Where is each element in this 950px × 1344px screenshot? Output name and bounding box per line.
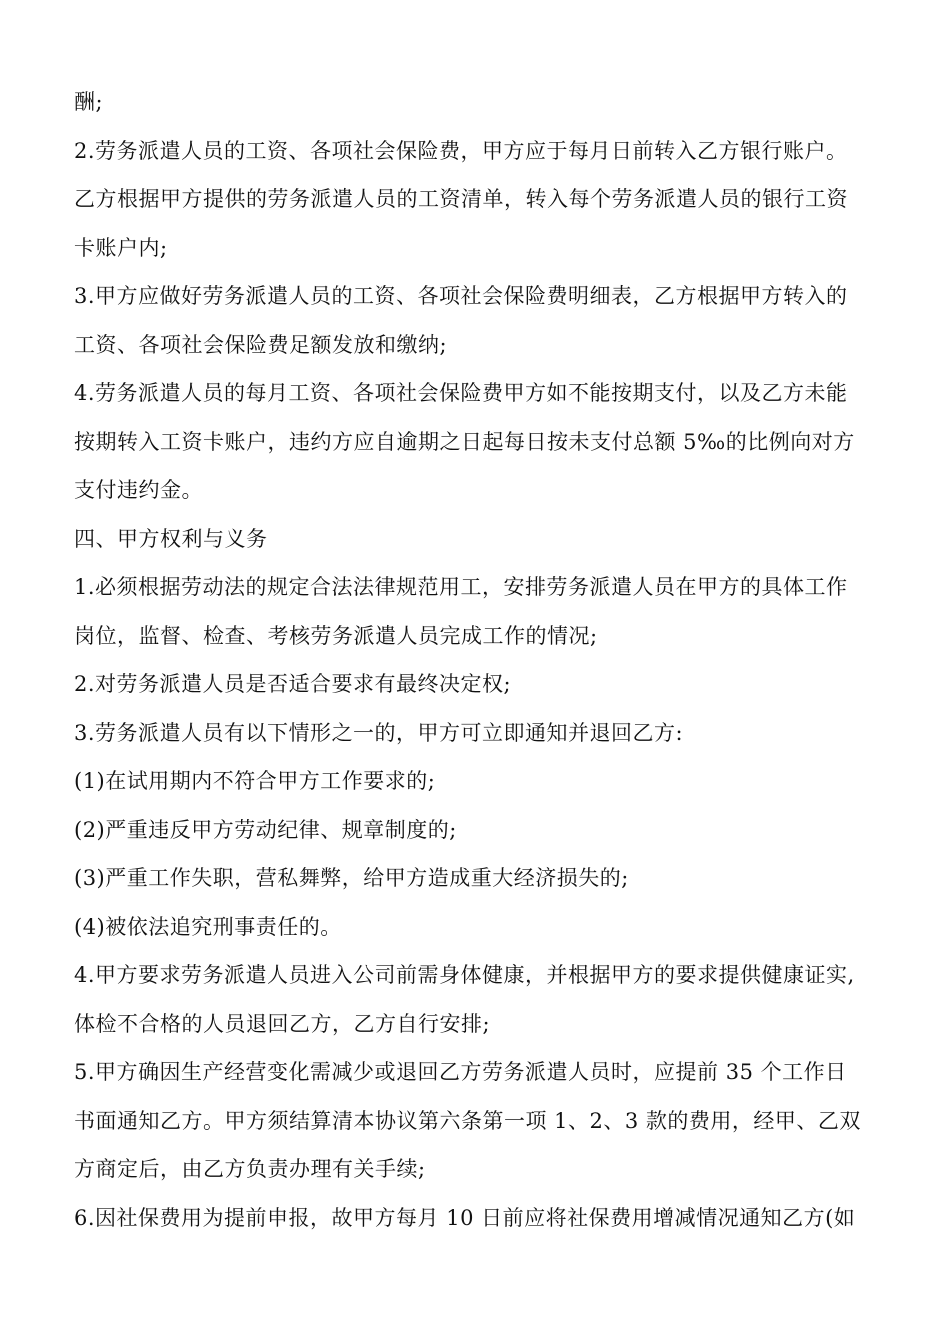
text-line: 酬; bbox=[74, 90, 104, 114]
text-line: 支付违约金。 bbox=[74, 478, 203, 502]
text-line: 方商定后，由乙方负责办理有关手续; bbox=[74, 1157, 426, 1181]
list-item: (3)严重工作失职，营私舞弊，给甲方造成重大经济损失的; bbox=[74, 866, 629, 890]
text-line: 1.必须根据劳动法的规定合法法律规范用工，安排劳务派遣人员在甲方的具体工作 bbox=[74, 575, 848, 599]
text-line: 岗位，监督、检查、考核劳务派遣人员完成工作的情况; bbox=[74, 623, 598, 648]
text-line: 3.甲方应做好劳务派遣人员的工资、各项社会保险费明细表，乙方根据甲方转入的 bbox=[74, 284, 848, 308]
text-line: 卡账户内; bbox=[74, 235, 168, 260]
text-line: 2.劳务派遣人员的工资、各项社会保险费，甲方应于每月日前转入乙方银行账户。 bbox=[74, 138, 848, 163]
text-line: 书面通知乙方。甲方须结算清本协议第六条第一项 1、2、3 款的费用，经甲、乙双 bbox=[74, 1108, 861, 1133]
text-line: 按期转入工资卡账户，违约方应自逾期之日起每日按未支付总额 5‰的比例向对方 bbox=[74, 429, 855, 454]
list-item: (2)严重违反甲方劳动纪律、规章制度的; bbox=[74, 817, 457, 842]
list-item: (4)被依法追究刑事责任的。 bbox=[74, 914, 342, 939]
text-line: 4.甲方要求劳务派遣人员进入公司前需身体健康，并根据甲方的要求提供健康证实, bbox=[74, 963, 855, 987]
text-line: 2.对劳务派遣人员是否适合要求有最终决定权; bbox=[74, 672, 512, 696]
text-line: 6.因社保费用为提前申报，故甲方每月 10 日前应将社保费用增减情况通知乙方(如 bbox=[74, 1205, 856, 1230]
section-heading: 四、甲方权利与义务 bbox=[74, 526, 268, 551]
text-line: 乙方根据甲方提供的劳务派遣人员的工资清单，转入每个劳务派遣人员的银行工资 bbox=[74, 187, 848, 211]
text-line: 工资、各项社会保险费足额发放和缴纳; bbox=[74, 332, 448, 357]
list-item: (1)在试用期内不符合甲方工作要求的; bbox=[74, 769, 436, 793]
text-line: 4.劳务派遣人员的每月工资、各项社会保险费甲方如不能按期支付，以及乙方未能 bbox=[74, 381, 848, 405]
text-line: 5.甲方确因生产经营变化需减少或退回乙方劳务派遣人员时，应提前 35 个工作日 bbox=[74, 1060, 847, 1084]
text-line: 体检不合格的人员退回乙方，乙方自行安排; bbox=[74, 1011, 491, 1036]
text-line: 3.劳务派遣人员有以下情形之一的，甲方可立即通知并退回乙方: bbox=[74, 720, 684, 745]
document-body bbox=[74, 78, 884, 1242]
